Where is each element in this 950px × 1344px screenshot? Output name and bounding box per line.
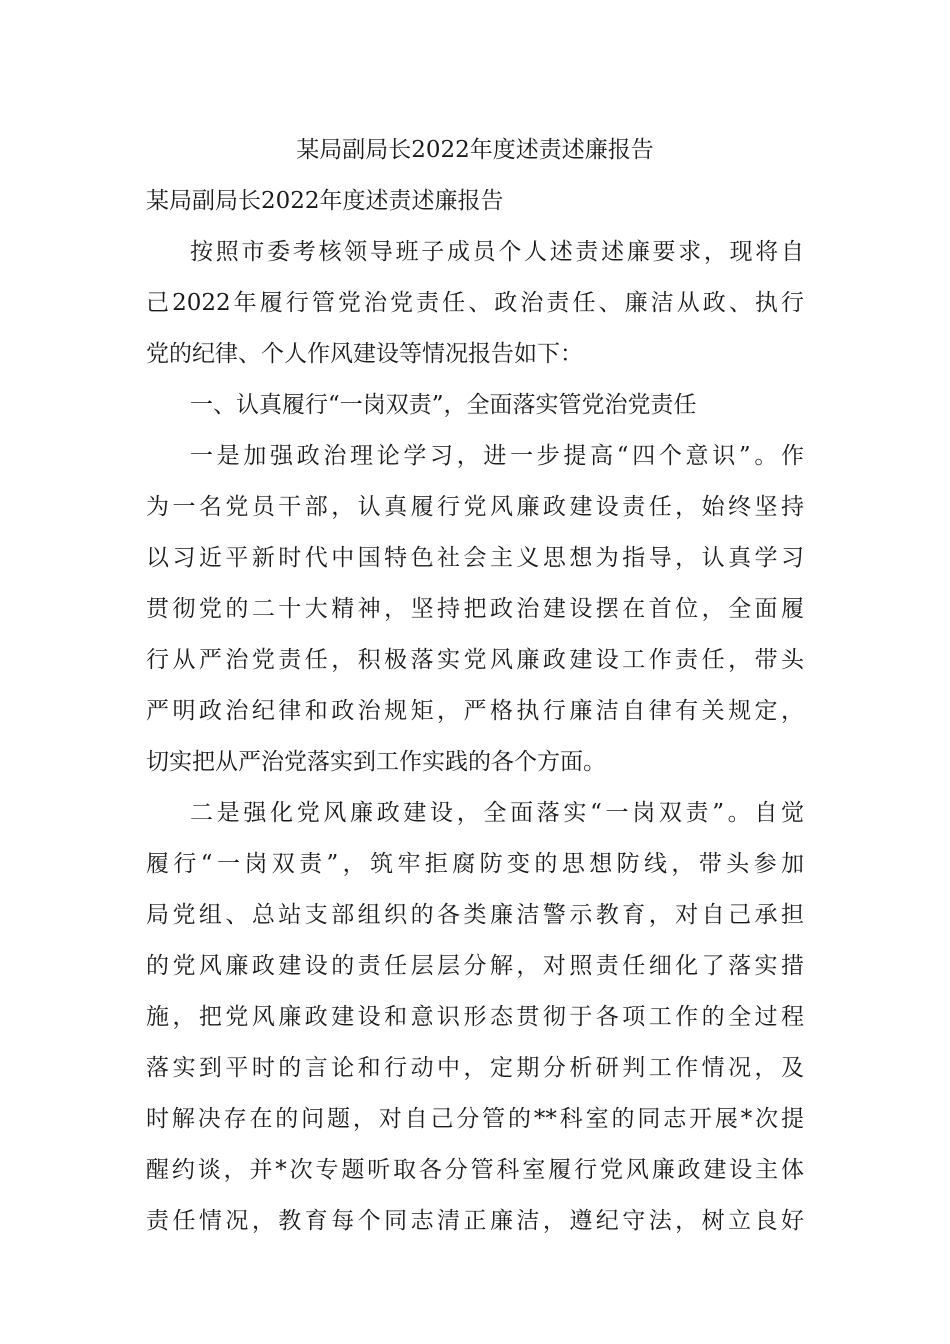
body-line: 醒约谈，并*次专题听取各分管科室履行党风廉政建设主体 xyxy=(146,1157,804,1183)
body-line: 己2022年履行管党治党责任、政治责任、廉洁从政、执行 xyxy=(146,290,804,316)
body-line: 履行“一岗双责”，筑牢拒腐防变的思想防线，带头参加 xyxy=(146,851,804,877)
document-subtitle: 某局副局长2022年度述责述廉报告 xyxy=(146,188,504,214)
body-line: 贯彻党的二十大精神，坚持把政治建设摆在首位，全面履 xyxy=(146,596,804,622)
body-line: 责任情况，教育每个同志清正廉洁，遵纪守法，树立良好 xyxy=(146,1208,804,1234)
body-line: 为一名党员干部，认真履行党风廉政建设责任，始终坚持 xyxy=(146,494,804,520)
document-title: 某局副局长2022年度述责述廉报告 xyxy=(296,137,654,163)
body-line: 时解决存在的问题，对自己分管的**科室的同志开展*次提 xyxy=(146,1106,804,1132)
body-line: 以习近平新时代中国特色社会主义思想为指导，认真学习 xyxy=(146,545,804,571)
body-line: 的党风廉政建设的责任层层分解，对照责任细化了落实措 xyxy=(146,953,804,979)
body-line: 严明政治纪律和政治规矩，严格执行廉洁自律有关规定， xyxy=(146,698,804,724)
body-line: 行从严治党责任，积极落实党风廉政建设工作责任，带头 xyxy=(146,647,804,673)
body-line: 局党组、总站支部组织的各类廉洁警示教育，对自己承担 xyxy=(146,902,804,928)
body-line: 二是强化党风廉政建设，全面落实“一岗双责”。自觉 xyxy=(190,800,804,826)
body-line: 落实到平时的言论和行动中，定期分析研判工作情况，及 xyxy=(146,1055,804,1081)
body-line: 一是加强政治理论学习，进一步提高“四个意识”。作 xyxy=(190,443,804,469)
body-line: 切实把从严治党落实到工作实践的各个方面。 xyxy=(146,749,606,775)
body-line: 按照市委考核领导班子成员个人述责述廉要求，现将自 xyxy=(190,239,804,265)
body-line: 党的纪律、个人作风建设等情况报告如下： xyxy=(146,341,583,367)
body-line: 施，把党风廉政建设和意识形态贯彻于各项工作的全过程 xyxy=(146,1004,804,1030)
section-heading: 一、认真履行“一岗双责”，全面落实管党治党责任 xyxy=(190,392,697,418)
